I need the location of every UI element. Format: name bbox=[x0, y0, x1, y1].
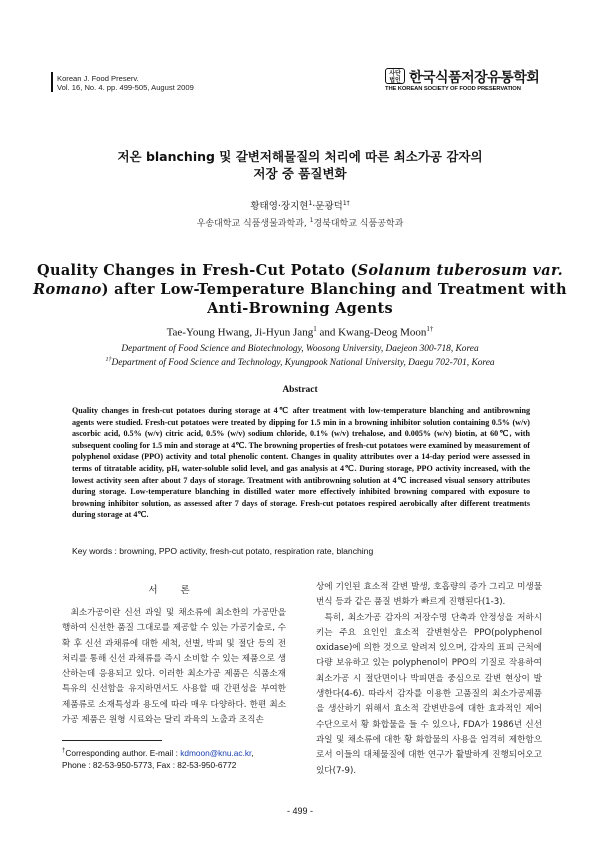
english-affiliation-1: Department of Food Science and Biotechnology, Woosong University, Daejeon 300-718, Korea bbox=[121, 344, 479, 354]
english-affiliation-2: $^{1\dagger}$Department of Food Science and Technology, Kyungpook National University, Daegu 702-701, Korea bbox=[105, 357, 495, 369]
intro-left-column bbox=[62, 606, 286, 728]
english-title-line1: Quality Changes in Fresh-Cut Potato (Solanum tuberosum var. bbox=[37, 262, 563, 279]
korean-title bbox=[0, 148, 600, 182]
journal-marker-bar bbox=[51, 72, 53, 92]
korean-title-line1: 저온 blanching 및 갈변저해물질의 처리에 따른 최소가공 감자의 bbox=[117, 149, 483, 164]
society-korean-name: 한국식품저장유통학회 bbox=[409, 70, 540, 86]
intro-paragraph-2: 특히, 최소가공 감자의 저장수명 단축과 안정성을 저하시키는 주요 요인인 효소적 갈변현상은 PPO(polyphenol oxidase)에 의한 것으로 알려져 있으며, 감자의 표피 근처에 다량 보유하고 있는 polyphenol이 PPO의 기질로 작용하여 최소가공 시 절단면이나 박피면을 중심으로 갈변 현상이 발생한다(4-6). 따라서 감자를 이용한 고품질의 최소가공제품을 생산하기 위해서 효소적 갈변반응에 대한 효과적인 제어 수단으로서 황 화합물을 들 수 있으나, FDA가 1986년 신선과일 및 채소류에 대한 황 화합물의 사용을 엄격히 제한함으로서 이들의 대체물질에 대한 연구가 활발하게 진행되어오고 있다(7-9). bbox=[316, 612, 542, 776]
english-title-line2: Romano) after Low-Temperature Blanching and Treatment with bbox=[33, 281, 567, 298]
keywords: Key words : browning, PPO activity, fresh-cut potato, respiration rate, blanching bbox=[72, 546, 374, 556]
korean-title-line2: 저장 중 품질변화 bbox=[253, 166, 347, 181]
intro-paragraph-continued: 상에 기인된 효소적 갈변 발생, 호흡량의 증가 그리고 미생물 번식 등과 같은 품질 변화가 빠르게 진행된다(1-3). bbox=[316, 582, 542, 608]
journal-name: Korean J. Food Preserv. bbox=[57, 74, 139, 83]
english-authors: Tae-Young Hwang, Ji-Hyun Jang$^1$ and Kwang-Deog Moon$^{1\dagger}$ bbox=[166, 325, 434, 339]
intro-paragraph-1: 최소가공이란 신선 과일 및 채소류에 최소한의 가공만을 행하여 신선한 품질 그대로를 제공할 수 있는 가공기술로, 수확 후 신선 과채류에 대한 세척, 선별, 박피 및 절단 등의 전처리를 통해 신선 과채류를 즉시 소비할 수 있는 제품으로 생산하는데 응용되고 있다. 이러한 최소가공 제품은 식품소재 특유의 신선함을 유지하면서도 사용할 때 간편성을 부여한 제품류로 소재특성과 용도에 따라 매우 다양하다. 한편 최소가공 제품은 원형 시료와는 달리 과육의 노출과 조직손 bbox=[62, 608, 286, 726]
english-title bbox=[0, 261, 600, 318]
footnote-phone: Phone : 82-53-950-5773, Fax : 82-53-950-6772 bbox=[62, 759, 237, 770]
footnote-correspondence: †Corresponding author. E-mail : kdmoon@knu.ac.kr, bbox=[62, 747, 254, 758]
footnote bbox=[62, 745, 302, 771]
society-header bbox=[385, 68, 549, 92]
society-english-name: THE KOREAN SOCIETY OF FOOD PRESERVATION bbox=[385, 86, 521, 92]
society-logo: 사단 법인 bbox=[385, 68, 405, 84]
korean-authors: 황태영·장지현$^1$·문광덕$^{1\dagger}$ bbox=[250, 199, 350, 212]
author-email-link[interactable]: kdmoon@knu.ac.kr bbox=[180, 747, 252, 758]
footnote-divider bbox=[62, 740, 162, 741]
section-heading-introduction: 서 론 bbox=[148, 585, 200, 596]
korean-affiliation: 우송대학교 식품생물과학과, $^1$경북대학교 식품공학과 bbox=[196, 217, 404, 229]
intro-right-column bbox=[316, 580, 542, 779]
page-number: - 499 - bbox=[286, 806, 313, 816]
journal-volume: Vol. 16, No. 4. pp. 499-505, August 2009 bbox=[57, 83, 194, 92]
abstract-text: Quality changes in fresh-cut potatoes during storage at 4℃ after treatment with low-temperature blanching and antibrowning agents were studied. Fresh-cut potatoes were treated by dipping for 1.5 min in a browning inhibitor solution containing 0.5% (w/v) ascorbic acid, 0.5% (w/v) citric acid, 0.5% (w/v) sodium chloride, 0.1% (w/v) trehalose, and 0.005% (w/v) biotin, at 60℃, with subsequent cooling for 1.5 min and storage at 4℃. The browning properties of fresh-cut potatoes were examined by measurement of polyphenol oxidase (PPO) activity and total phenolic content. Changes in quality attributes over a 14-day period were assessed in terms of titratable acidity, pH, water-soluble solid level, and gas analysis at 4℃. During storage, PPO activity increased, with the lowest activity seen after about 7 days of storage. Treatment with antibrowning solution at 4℃ increased visual sensory attributes during storage. Low-temperature blanching in distilled water more effectively inhibited browning compared with exposure to browning inhibitor solution, as assessed after 7 days of storage. Fresh-cut potatoes respired aerobically after different treatments during storage at 4℃. bbox=[72, 406, 530, 520]
abstract-heading: Abstract bbox=[282, 385, 318, 395]
english-title-line3: Anti-Browning Agents bbox=[207, 300, 393, 317]
english-affiliation bbox=[0, 344, 600, 369]
journal-citation bbox=[57, 74, 194, 92]
